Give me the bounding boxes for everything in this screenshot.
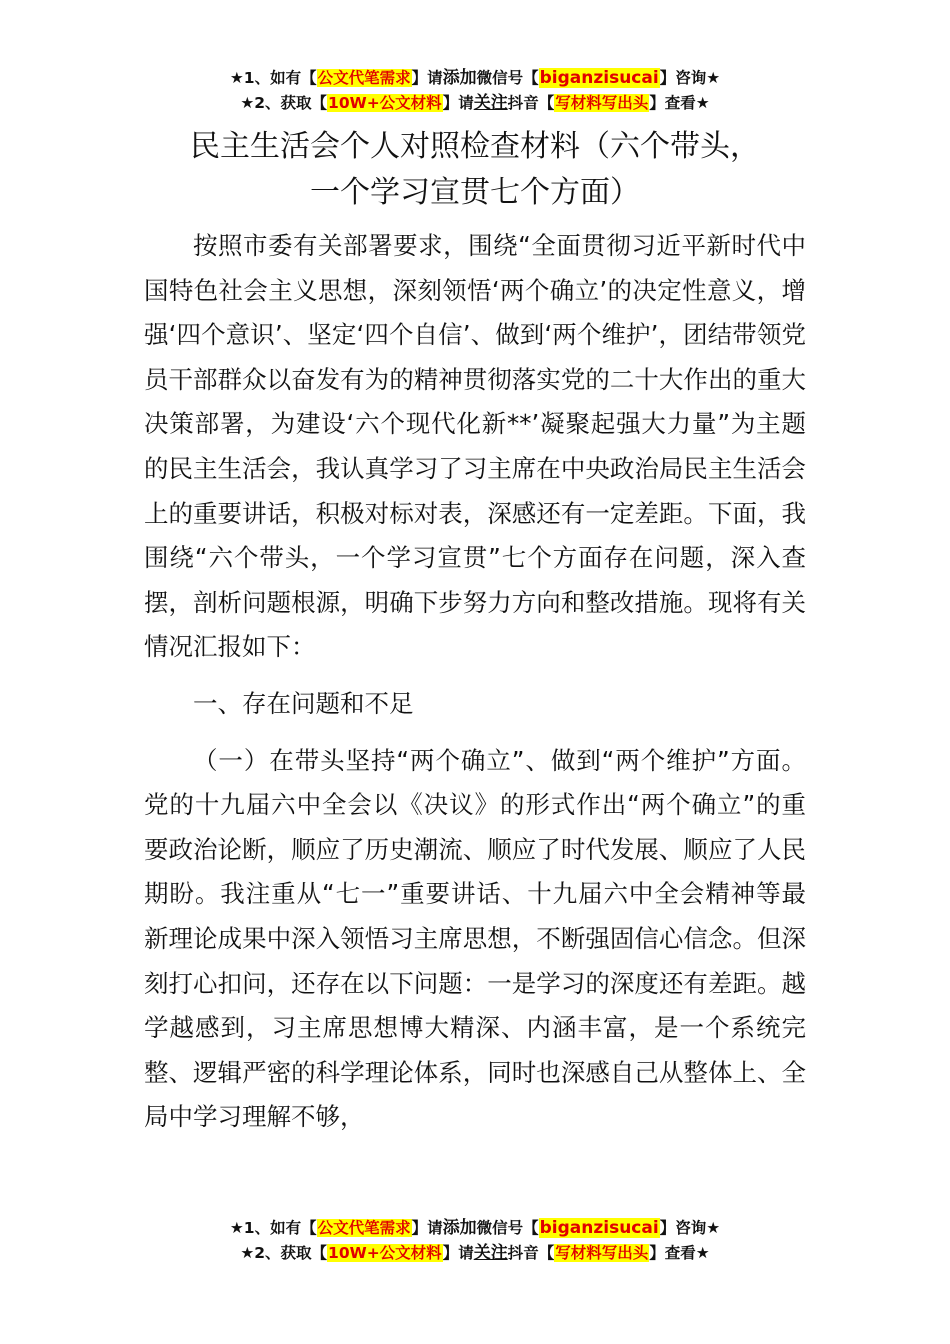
banner-text: 添加 <box>442 68 477 88</box>
banner-highlight: 公文代笔需求 <box>317 69 411 87</box>
banner-highlight: 10W+公文材料 <box>328 94 442 112</box>
banner-text: 关注 <box>473 93 508 113</box>
banner-line-2 <box>0 91 950 116</box>
banner-text: 抖音【 <box>507 1244 555 1262</box>
section-heading: 一、存在问题和不足 <box>193 688 414 718</box>
banner-text: 】查看★ <box>649 94 710 112</box>
header-banner <box>0 66 950 116</box>
banner-line-2 <box>0 1241 950 1266</box>
banner-text: ★2、获取【 <box>240 94 328 112</box>
banner-text: 】请 <box>442 1244 474 1262</box>
section-paragraph: （一）在带头坚持“两个确立”、做到“两个维护”方面。党的十九届六中全会以《决议》的形式作出“两个确立”的重要政治论断，顺应了历史潮流、顺应了时代发展、顺应了人民期盼。我注重从“七一”重要讲话、十九届六中全会精神等最新理论成果中深入领悟习主席思想，不断强固信心信念。但深刻打心扣问，还存在以下问题：一是学习的深度还有差距。越学越感到，习主席思想博大精深、内涵丰富，是一个系统完整、逻辑严密的科学理论体系，同时也深感自己从整体上、全局中学习理解不够， <box>144 745 806 1132</box>
document-body <box>144 224 806 1140</box>
banner-text: 关注 <box>473 1243 508 1263</box>
banner-highlight: 10W+公文材料 <box>328 1244 442 1262</box>
banner-text: ★1、如有【 <box>229 1219 317 1237</box>
banner-text: 微信号【 <box>476 69 539 87</box>
banner-highlight: 写材料写出头 <box>555 1244 649 1262</box>
title-line-2: 一个学习宣贯七个方面） <box>310 175 640 210</box>
banner-text: 】查看★ <box>649 1244 710 1262</box>
banner-text: 】咨询★ <box>659 1219 721 1237</box>
footer-banner <box>0 1216 950 1266</box>
banner-line-1 <box>0 1216 950 1241</box>
banner-text: 】请 <box>411 1219 443 1237</box>
banner-text: ★1、如有【 <box>229 69 317 87</box>
banner-highlight: 公文代笔需求 <box>317 1219 411 1237</box>
title-line-1: 民主生活会个人对照检查材料（六个带头， <box>190 129 760 164</box>
document-title <box>0 124 950 216</box>
intro-paragraph: 按照市委有关部署要求，围绕“全面贯彻习近平新时代中国特色社会主义思想，深刻领悟‘两个确立’的决定性意义，增强‘四个意识’、坚定‘四个自信’、做到‘两个维护’，团结带领党员干部群众以奋发有为的精神贯彻落实党的二十大作出的重大决策部署，为建设‘六个现代化新**’凝聚起强大力量”为主题的民主生活会，我认真学习了习主席在中央政治局民主生活会上的重要讲话，积极对标对表，深感还有一定差距。下面，我围绕“六个带头，一个学习宣贯”七个方面存在问题，深入查摆，剖析问题根源，明确下步努力方向和整改措施。现将有关情况汇报如下： <box>144 231 806 662</box>
banner-highlight: biganzisucai <box>539 68 659 88</box>
banner-text: 】咨询★ <box>659 69 721 87</box>
banner-text: 】请 <box>411 69 443 87</box>
banner-highlight: 写材料写出头 <box>555 94 649 112</box>
banner-text: 微信号【 <box>476 1219 539 1237</box>
banner-text: 抖音【 <box>507 94 555 112</box>
banner-line-1 <box>0 66 950 91</box>
banner-highlight: biganzisucai <box>539 1218 659 1238</box>
banner-text: 添加 <box>442 1218 477 1238</box>
banner-text: 】请 <box>442 94 474 112</box>
banner-text: ★2、获取【 <box>240 1244 328 1262</box>
